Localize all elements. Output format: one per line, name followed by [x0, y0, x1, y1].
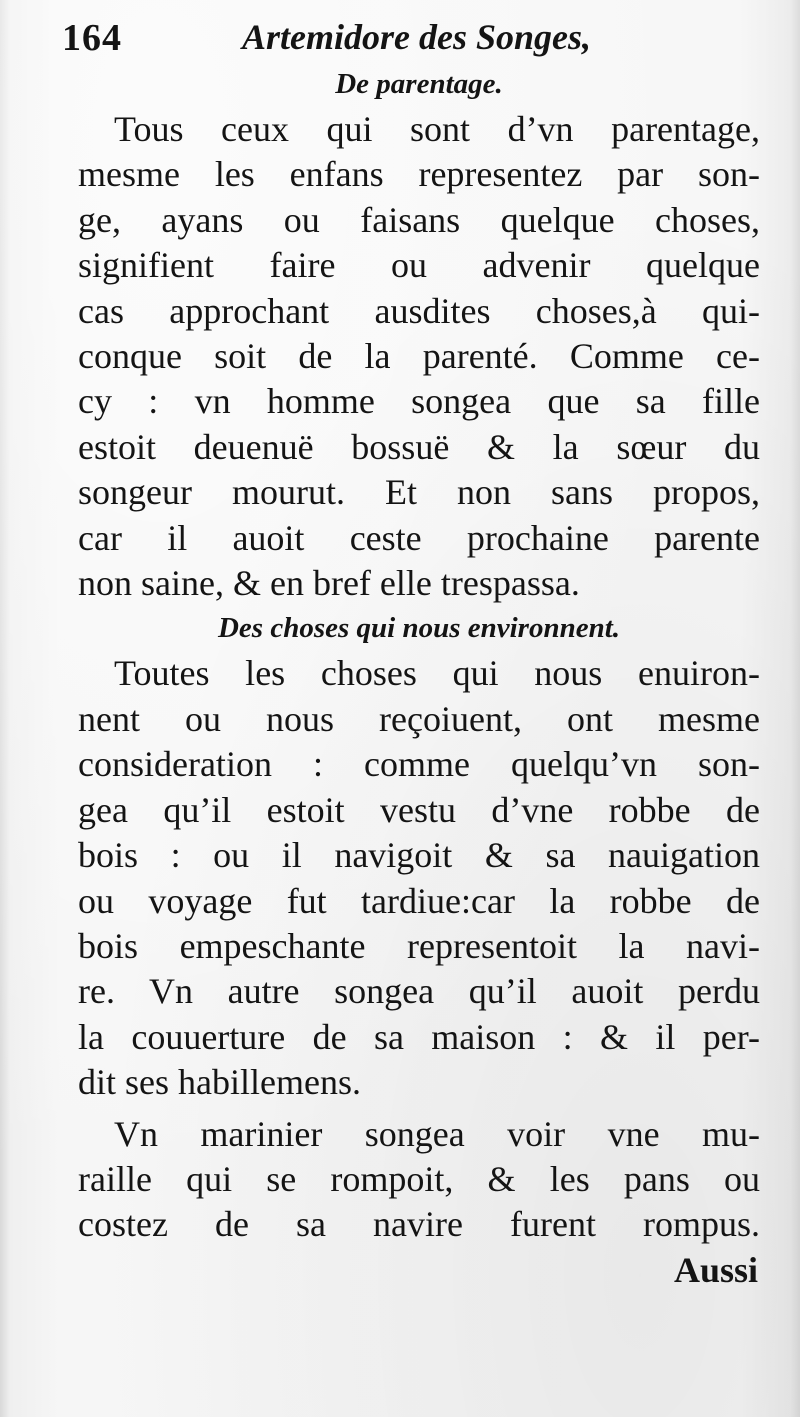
text-line: ou voyage fut tardiue:car la robbe de	[78, 880, 760, 921]
text-line: cy : vn homme songea que sa fille	[78, 381, 760, 422]
paragraph-environnent	[78, 651, 760, 1105]
page-header	[62, 14, 762, 64]
text-line: la couuerture de sa maison : & il per-	[78, 1016, 760, 1057]
catchword: Aussi	[673, 1249, 758, 1290]
text-line: dit ses habillemens.	[78, 1062, 361, 1103]
running-title: Artemidore des Songes,	[242, 17, 592, 57]
text-line: ge, ayans ou faisans quelque choses,	[78, 199, 760, 240]
text-line: re. Vn autre songea qu’il auoit perdu	[78, 971, 760, 1012]
paragraph-parentage	[78, 107, 760, 606]
text-line: nent ou nous reçoiuent, ont mesme	[78, 698, 760, 739]
text-line: signifient faire ou advenir quelque	[78, 245, 760, 286]
text-line: non saine, & en bref elle trespassa.	[78, 563, 580, 604]
paragraph-marinier	[78, 1112, 760, 1248]
text-line: gea qu’il estoit vestu d’vne robbe de	[78, 789, 760, 830]
text-line: Tous ceux qui sont d’vn parentage,	[114, 109, 760, 149]
text-line: consideration : comme quelqu’vn son-	[78, 744, 760, 785]
page-number: 164	[62, 17, 122, 59]
section-heading-environnent: Des choses qui nous environnent.	[217, 612, 621, 645]
text-line: estoit deuenuë bossuë & la sœur du	[78, 426, 760, 467]
text-line: bois empeschante representoit la navi-	[78, 925, 760, 966]
text-line: car il auoit ceste prochaine parente	[78, 517, 760, 558]
text-line: Vn marinier songea voir vne mu-	[114, 1113, 760, 1154]
text-line: costez de sa navire furent rompus.	[78, 1204, 760, 1245]
text-line: conque soit de la parenté. Comme ce-	[78, 336, 760, 377]
text-line: mesme les enfans representez par son-	[78, 154, 760, 195]
page-body	[78, 62, 760, 1293]
text-line: bois : ou il navigoit & sa nauigation	[78, 835, 760, 876]
text-line: raille qui se rompoit, & les pans ou	[78, 1158, 760, 1199]
text-line: cas approchant ausdites choses,à qui-	[78, 290, 760, 331]
text-line: songeur mourut. Et non sans propos,	[78, 472, 760, 513]
section-heading-parentage: De parentage.	[335, 68, 503, 100]
text-line: Toutes les choses qui nous enuiron-	[114, 653, 760, 694]
